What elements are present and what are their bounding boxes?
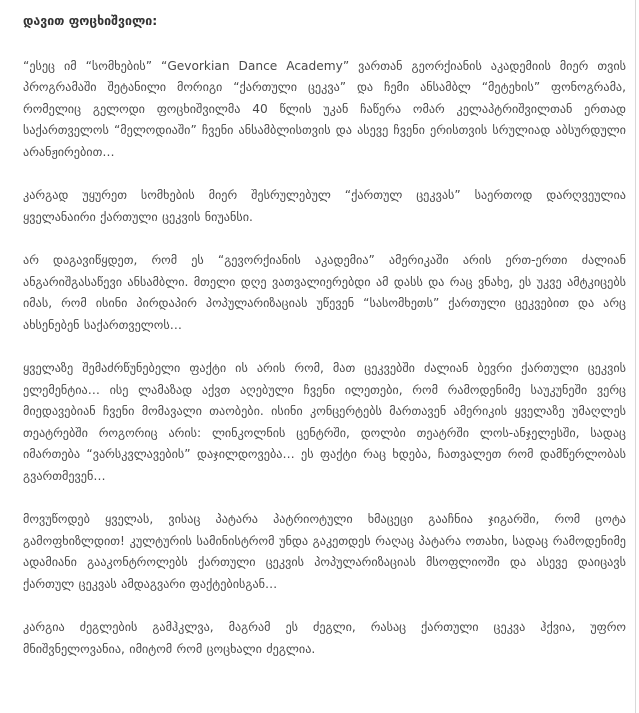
paragraph-6: კარგია ძეგლების გამჰკლვა, მაგრამ ეს ძეგლი, რასაც ქართული ცეკვა ჰქვია, უფრო მნიშვნელოვანია, იმიტომ რომ ცოცხალი ძეგლია. [23, 620, 626, 656]
paragraph-4: ყველაზე შემაძრწუნებელი ფაქტი ის არის რომ, მათ ცეკვებში ძალიან ბევრი ქართული ცეკვის ელემენტია… ისე ლამაზად აქვთ აღებული ჩვენი ილეთები, რომ რამოდენიმე საუკუნეში ვერც მიედავებიან ჩვენი მომავალი თაობები. ისინი კონცერტებს მართავენ ამერიკის ყველაზე უმაღლეს თეატრებში როგორიც არის: ლინკოლნის ცენტრში, დოლბი თეატრში ლოს-ანჯელესში, სადაც იმართება “ვარსკვლავების” დაჯილდოვება… ეს ფაქტი რაც ხდება, ჩათვალეთ რომ დამწერლობას გვართმევენ… [23, 361, 626, 483]
author-heading: დავით ფოცხიშვილი: [23, 13, 158, 28]
paragraph-2: კარგად უყურეთ სომხების მიერ შესრულებულ “ქართულ ცეკვას” საერთოდ დარღვეულია ყველანაირი ქართული ცეკვის ნიუანსი. [23, 188, 626, 224]
paragraph-5: მოვუწოდებ ყველას, ვისაც პატარა პატრიოტული ხმაცეცი გააჩნია ჯიგარში, რომ ცოტა გამოფხიზლდით! კულტურის სამინისტრომ უნდა გაკეთდეს რაღაც პატარა ოთახი, სადაც რამოდენიმე ადამიანი გააკონტროლებს ქართული ცეკვის პოპულარიზაციას მსოფლიოში და ასევე დაიცავს ქართულ ცეკვას ამდაგვარი ფაქტებისგან… [23, 512, 626, 591]
paragraph-3: არ დაგავიწყდეთ, რომ ეს “გევორქიანის აკადემია” ამერიკაში არის ერთ-ერთი ძალიან ანგარიშგასაწევი ანსამბლი. მთელი დღე ვათვალიერებდი ამ დასს და რაც ვნახე, ეს უკვე ამტკიცებს იმას, რომ ისინი პირდაპირ პოპულარიზაციას უწევენ “სასომხეთს” ქართული ცეკვებით და არც ახსენებენ საქართველოს… [23, 253, 626, 332]
article-body [23, 10, 626, 682]
paragraph-1: “ესეც იმ “სომხების” “Gevorkian Dance Academy” ვართან გეორქიანის აკადემიის მიერ თვის პროგრამაში შეტანილი მორიგი “ქართული ცეკვა” და ჩემი ანსამბლ “მეტეხის” ფონოგრამა, რომელიც გელოდი ფოცხიშვილმა 40 წლის უკან ჩაწერა ომარ კელაპტრიშვილთან ერთად საქართველოს “მელოდიაში” ჩვენი ანსამბლისთვის და ასევე ჩვენი ერისთვის სრულიად აბსურდული არანჟირებით… [23, 58, 626, 159]
